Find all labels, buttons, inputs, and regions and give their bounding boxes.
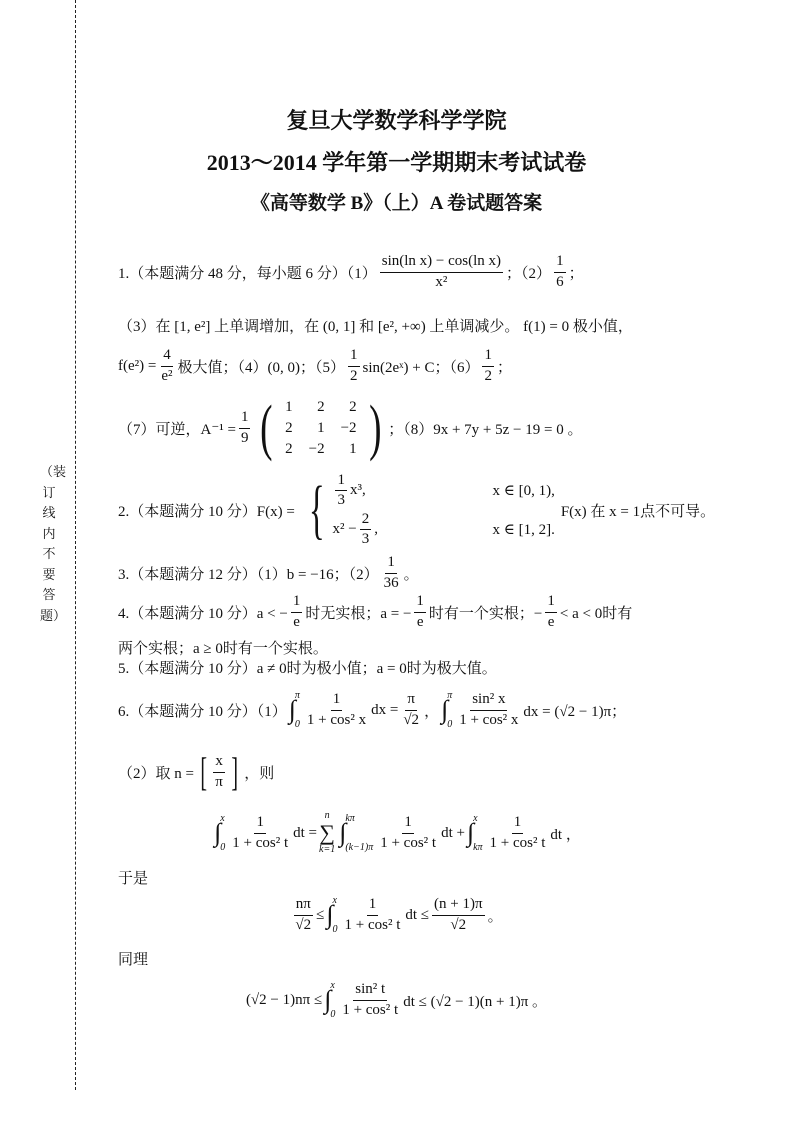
case-expression — [332, 472, 492, 510]
piecewise-function — [301, 472, 555, 549]
fraction — [305, 691, 368, 729]
fraction — [348, 347, 360, 385]
left-paren-icon: ( — [260, 394, 273, 462]
fraction — [554, 253, 566, 291]
integral-limits — [345, 813, 373, 853]
text-run: ≤ — [316, 906, 325, 923]
q6-line2 — [118, 742, 274, 802]
upper-limit: π — [294, 690, 300, 701]
numerator: 1 — [367, 896, 379, 915]
text-run: F(x) 在 x = 1点不可导。 — [560, 503, 716, 520]
case-condition: x ∈ [1, 2]. — [492, 522, 555, 539]
denominator: e — [547, 613, 555, 630]
integral-limits — [295, 690, 300, 730]
integral-limits — [220, 813, 225, 853]
fraction — [230, 814, 290, 852]
matrix-cell: 1 — [349, 440, 357, 457]
text-run: < a < 0时有 — [559, 605, 633, 622]
fraction — [482, 347, 494, 385]
matrix-row — [277, 439, 364, 460]
text-run: dt ≤ (√2 − 1)(n + 1)π 。 — [403, 993, 548, 1010]
integral — [326, 895, 337, 935]
case-condition: x ∈ [0, 1), — [492, 482, 555, 499]
text-run: dx = — [371, 701, 399, 718]
integral-sign-icon: ∫ — [466, 818, 475, 847]
denominator: 1 + cos² t — [380, 834, 437, 851]
denominator: 3 — [361, 531, 370, 548]
upper-limit: x — [330, 980, 335, 991]
lower-limit: 0 — [220, 842, 226, 853]
integral-sign-icon: ∫ — [326, 900, 334, 929]
text-run: ，则 — [244, 765, 275, 782]
integral — [339, 813, 373, 853]
text-run: dt = — [293, 824, 318, 841]
text-run: 3.（本题满分 12 分）（1）b = −16；（2） — [118, 566, 379, 583]
denominator: 3 — [337, 491, 345, 508]
case-row — [332, 472, 554, 510]
text-run: 时有一个实根；− — [428, 605, 543, 622]
q1-line4 — [118, 394, 583, 462]
text-run: 6.（本题满分 10 分）（1） — [118, 703, 287, 720]
fraction — [335, 472, 347, 510]
text-run: 极大值；（4）(0, 0)；（5） — [177, 359, 346, 376]
numerator: 1 — [254, 814, 266, 833]
exam-title: 2013～2014 学年第一学期期末考试试卷 — [206, 150, 587, 175]
q6-line1 — [118, 680, 626, 740]
fraction — [213, 753, 225, 791]
upper-limit: x — [332, 895, 337, 906]
integral — [214, 813, 225, 853]
numerator: 1 — [554, 253, 566, 272]
numerator: 1 — [512, 814, 524, 833]
text-run: (√2 − 1)nπ ≤ — [245, 991, 323, 1008]
floor-bracket — [197, 749, 241, 794]
text-run: 。 — [487, 908, 503, 925]
sum-upper: n — [324, 809, 330, 821]
school-title: 复旦大学数学科学学院 — [286, 108, 507, 133]
fraction — [488, 814, 548, 852]
lower-limit: 0 — [447, 719, 453, 730]
integral-limits — [333, 895, 338, 935]
matrix-table — [277, 397, 364, 460]
numerator: sin² t — [353, 981, 387, 1000]
fraction — [401, 691, 421, 729]
numerator: 1 — [402, 814, 414, 833]
numerator: 1 — [335, 472, 347, 491]
q2-answer — [118, 471, 716, 548]
denominator: e — [416, 613, 424, 630]
text-run: ；（2） — [506, 265, 552, 282]
text-run: （7）可逆，A⁻¹ = — [118, 421, 236, 438]
lower-limit: kπ — [473, 842, 483, 853]
denominator: √2 — [450, 916, 467, 933]
lower-limit: (k−1)π — [345, 842, 374, 853]
integral — [467, 813, 483, 853]
text-run: ， — [424, 703, 440, 720]
integral-limits — [330, 980, 335, 1020]
numerator: sin(ln x) − cos(ln x) — [380, 253, 503, 272]
numerator: nπ — [294, 896, 313, 915]
integral-sign-icon: ∫ — [288, 695, 296, 724]
upper-limit: π — [447, 690, 453, 701]
numerator: 1 — [348, 347, 360, 366]
q1-line3 — [118, 336, 512, 396]
matrix-cell: 2 — [285, 419, 293, 436]
left-brace-icon: { — [308, 473, 325, 546]
fraction — [293, 896, 313, 934]
text-run: dt + — [441, 824, 465, 841]
text-run: ； — [568, 265, 584, 282]
lower-limit: 0 — [294, 719, 300, 730]
text-run: 5.（本题满分 10 分）a ≠ 0时为极小值；a = 0时为极大值。 — [118, 660, 497, 677]
numerator: (n + 1)π — [432, 896, 485, 915]
fraction — [414, 593, 426, 631]
upper-limit: x — [220, 813, 225, 824]
right-paren-icon: ) — [368, 394, 382, 462]
integral-sign-icon: ∫ — [214, 818, 222, 847]
numerator: 1 — [385, 554, 397, 573]
integral — [289, 690, 300, 730]
sigma-icon: ∑ — [319, 820, 335, 846]
fraction — [340, 981, 400, 1019]
denominator: 1 + cos² x — [459, 711, 519, 728]
text-run: sin(2eˣ) + C；（6） — [362, 359, 480, 376]
fraction — [378, 814, 438, 852]
text-run: 。 — [403, 566, 419, 583]
fraction — [239, 409, 251, 447]
q6-equation3 — [0, 970, 793, 1030]
lower-limit: 0 — [330, 1009, 336, 1020]
numerator: 1 — [331, 691, 343, 710]
matrix-cell: 2 — [317, 398, 325, 415]
fraction — [545, 593, 557, 631]
upper-limit: kπ — [345, 813, 355, 824]
text-run: ； — [496, 359, 512, 376]
text-run: dt ≤ — [405, 906, 430, 923]
denominator: 1 + cos² x — [306, 711, 367, 728]
fraction — [457, 691, 520, 729]
denominator: 1 + cos² t — [232, 834, 289, 851]
integral-sign-icon: ∫ — [324, 985, 332, 1014]
numerator: 1 — [291, 593, 303, 612]
numerator: 1 — [414, 593, 426, 612]
text-run: 1.（本题满分 48 分，每小题 6 分）（1） — [118, 265, 377, 282]
text-run: 2.（本题满分 10 分）F(x) = — [118, 503, 295, 520]
matrix-cell: −2 — [340, 419, 357, 436]
integral — [441, 690, 452, 730]
binding-line-note: （装订线内不要答题） — [40, 464, 67, 623]
denominator: x² — [435, 273, 448, 290]
text-run: 两个实根；a ≥ 0时有一个实根。 — [118, 640, 328, 657]
fraction — [380, 253, 503, 291]
matrix-cell: −2 — [308, 440, 325, 457]
text-run: x³, — [349, 481, 366, 498]
lower-limit: 0 — [332, 924, 338, 935]
text-run: ；（8）9x + 7y + 5z − 19 = 0 。 — [388, 421, 583, 438]
numerator: 4 — [161, 347, 173, 366]
denominator: π — [215, 773, 223, 790]
denominator: 1 + cos² t — [489, 834, 546, 851]
denominator: 6 — [556, 273, 564, 290]
q1-line1 — [118, 242, 584, 302]
matrix-cell: 1 — [285, 398, 293, 415]
denominator: 9 — [240, 429, 249, 446]
text-run: （2）取 n = — [118, 765, 194, 782]
fraction — [343, 896, 403, 934]
sum-lower: k=1 — [319, 843, 336, 855]
numerator: 2 — [360, 511, 372, 530]
right-bracket-icon: ] — [231, 749, 238, 794]
upper-limit: x — [473, 813, 478, 824]
numerator: 1 — [545, 593, 557, 612]
denominator: √2 — [403, 711, 420, 728]
denominator: 1 + cos² t — [344, 916, 401, 933]
text-run: f(e²) = — [118, 357, 157, 374]
text-run: 于是 — [118, 870, 149, 887]
denominator: 1 + cos² t — [342, 1001, 399, 1018]
text-run: （3）在 [1, e²] 上单调增加，在 (0, 1] 和 [e², +∞) 上单调减少。 f(1) = 0 极小值， — [118, 318, 633, 335]
text-run: dx = (√2 − 1)π； — [523, 703, 627, 720]
integral — [324, 980, 335, 1020]
summation — [319, 811, 335, 855]
text-run: x² − — [332, 521, 357, 538]
matrix-cell: 2 — [349, 398, 357, 415]
numerator: π — [405, 691, 417, 710]
fraction — [432, 896, 485, 934]
case-rows — [332, 472, 554, 549]
subject-title: 《高等数学 B》（上）A 卷试题答案 — [250, 193, 543, 214]
text-run: 时无实根；a = − — [305, 605, 412, 622]
integral-limits — [473, 813, 482, 853]
matrix-cell: 2 — [285, 440, 293, 457]
numerator: 1 — [239, 409, 251, 428]
integral-sign-icon: ∫ — [441, 695, 449, 724]
text-run: , — [374, 521, 378, 538]
text-run: 同理 — [118, 951, 149, 968]
numerator: 1 — [482, 347, 494, 366]
matrix-row — [277, 397, 364, 418]
denominator: 2 — [350, 367, 358, 384]
matrix-row — [277, 418, 364, 439]
left-bracket-icon: [ — [200, 749, 207, 794]
matrix-cell: 1 — [317, 419, 325, 436]
integral-sign-icon: ∫ — [339, 818, 347, 847]
text-run: dt ， — [550, 826, 581, 843]
denominator: 2 — [484, 367, 492, 384]
numerator: sin² x — [470, 691, 507, 710]
denominator: e — [293, 613, 300, 630]
denominator: 36 — [383, 574, 399, 591]
matrix — [256, 394, 385, 462]
denominator: √2 — [295, 916, 312, 933]
denominator: e² — [161, 367, 173, 384]
text-run: 4.（本题满分 10 分）a < − — [118, 605, 288, 622]
numerator: x — [213, 753, 225, 772]
integral-limits — [447, 690, 452, 730]
fraction — [159, 347, 174, 385]
